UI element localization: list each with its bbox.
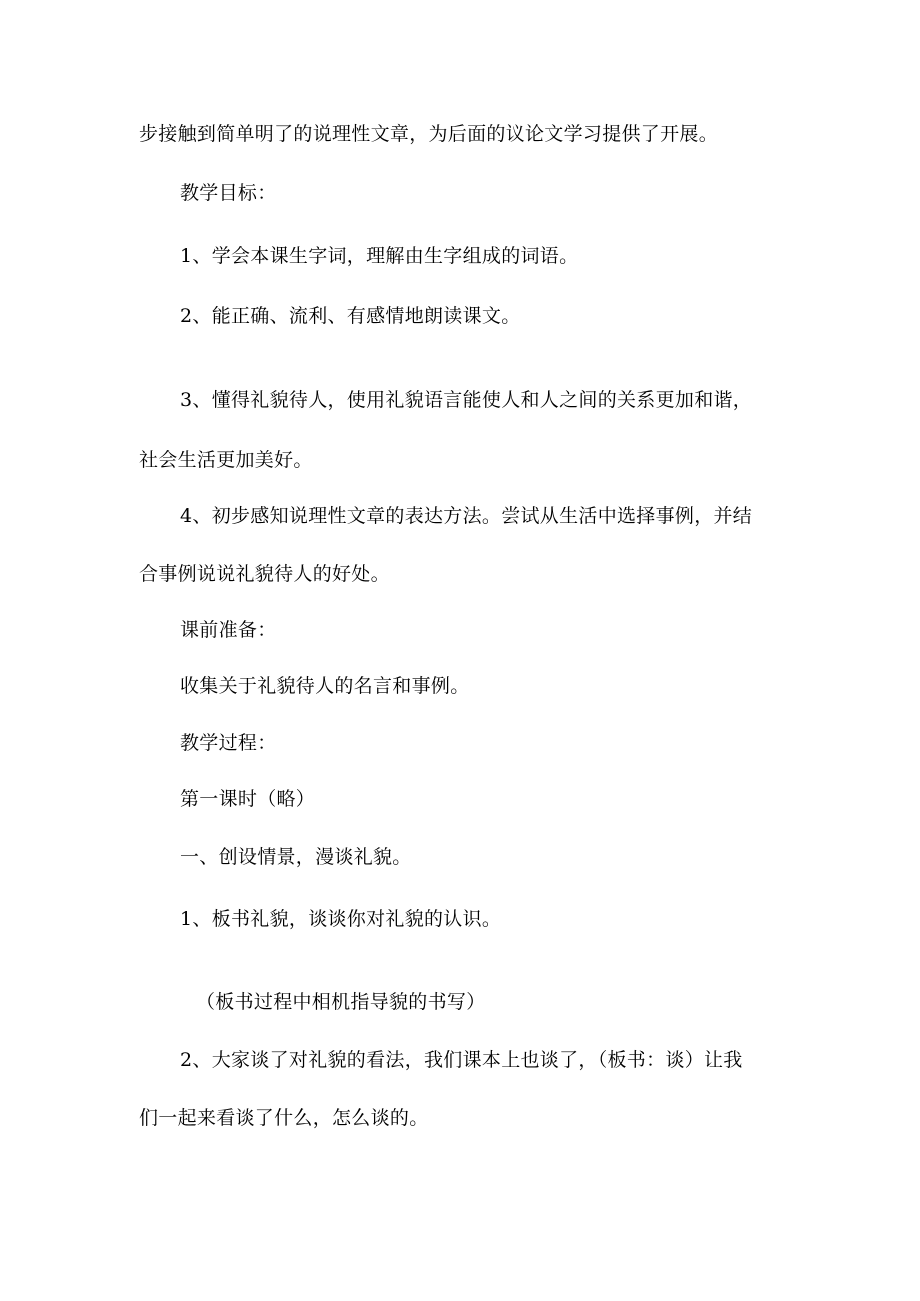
list-item: 2、能正确、流利、有感情地朗读课文。 [180,305,521,327]
paragraph-line: 步接触到简单明了的说理性文章，为后面的议论文学习提供了开展。 [139,123,719,145]
section-heading: 教学过程： [180,732,277,754]
list-item: 1、学会本课生字词，理解由生字组成的词语。 [180,245,579,267]
paragraph-line: （板书过程中相机指导貌的书写） [196,991,486,1013]
section-heading: 教学目标： [180,182,277,204]
list-item: 2、大家谈了对礼貌的看法，我们课本上也谈了，（板书：谈）让我 [180,1049,743,1071]
paragraph-line: 收集关于礼貌待人的名言和事例。 [180,675,470,697]
list-item: 3、懂得礼貌待人，使用礼貌语言能使人和人之间的关系更加和谐， [180,389,753,411]
list-item: 一、创设情景，漫谈礼貌。 [180,846,412,868]
paragraph-line: 第一课时（略） [180,788,316,810]
list-item: 4、初步感知说理性文章的表达方法。尝试从生活中选择事例，并结 [180,505,753,527]
section-heading: 课前准备： [180,619,277,641]
list-item: 1、板书礼貌，谈谈你对礼貌的认识。 [180,908,502,930]
paragraph-line: 们一起来看谈了什么，怎么谈的。 [139,1107,429,1129]
paragraph-line: 合事例说说礼貌待人的好处。 [139,563,390,585]
paragraph-line: 社会生活更加美好。 [139,449,313,471]
